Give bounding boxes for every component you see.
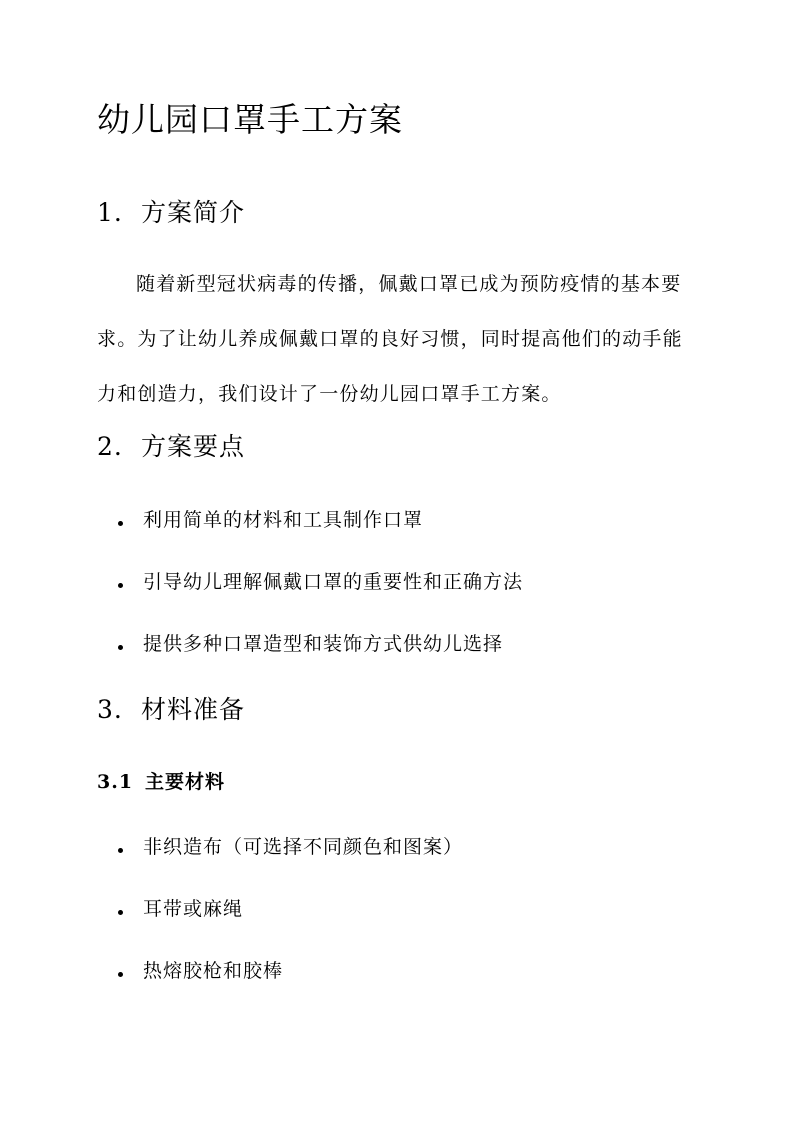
document-title: 幼儿园口罩手工方案 [97, 100, 403, 139]
list-item [118, 834, 463, 860]
paragraph-line: 力和创造力，我们设计了一份幼儿园口罩手工方案。 [97, 383, 562, 405]
section-title: 材料准备 [141, 695, 246, 724]
list-item [118, 896, 243, 922]
bullet-icon [118, 910, 123, 915]
bullet-icon [118, 521, 123, 526]
section-title: 方案简介 [141, 198, 246, 227]
section-number: 1. [97, 198, 123, 227]
list-item-text: 热熔胶枪和胶棒 [143, 960, 284, 982]
subsection-heading-3-1 [97, 769, 225, 795]
section-number: 2. [97, 432, 123, 461]
list-item [118, 631, 503, 657]
list-item-text: 提供多种口罩造型和装饰方式供幼儿选择 [143, 633, 504, 655]
bullet-icon [118, 583, 123, 588]
section-heading-2 [97, 430, 245, 464]
section-number: 3. [97, 695, 123, 724]
list-item [118, 958, 283, 984]
bullet-icon [118, 645, 123, 650]
section-heading-3 [97, 693, 245, 727]
section-1-paragraph [97, 257, 707, 422]
list-item-text: 引导幼儿理解佩戴口罩的重要性和正确方法 [143, 571, 524, 593]
paragraph-line: 求。为了让幼儿养成佩戴口罩的良好习惯，同时提高他们的动手能 [97, 328, 683, 350]
subsection-number: 3.1 [97, 771, 134, 793]
list-item [118, 569, 523, 595]
list-item-text: 耳带或麻绳 [143, 898, 244, 920]
bullet-icon [118, 972, 123, 977]
section-heading-1 [97, 196, 245, 230]
list-item-text: 利用简单的材料和工具制作口罩 [143, 509, 424, 531]
bullet-icon [118, 848, 123, 853]
list-item [118, 507, 423, 533]
subsection-title: 主要材料 [145, 771, 226, 793]
section-title: 方案要点 [141, 432, 246, 461]
list-item-text: 非织造布（可选择不同颜色和图案） [143, 836, 464, 858]
paragraph-line: 随着新型冠状病毒的传播，佩戴口罩已成为预防疫情的基本要 [136, 273, 682, 295]
